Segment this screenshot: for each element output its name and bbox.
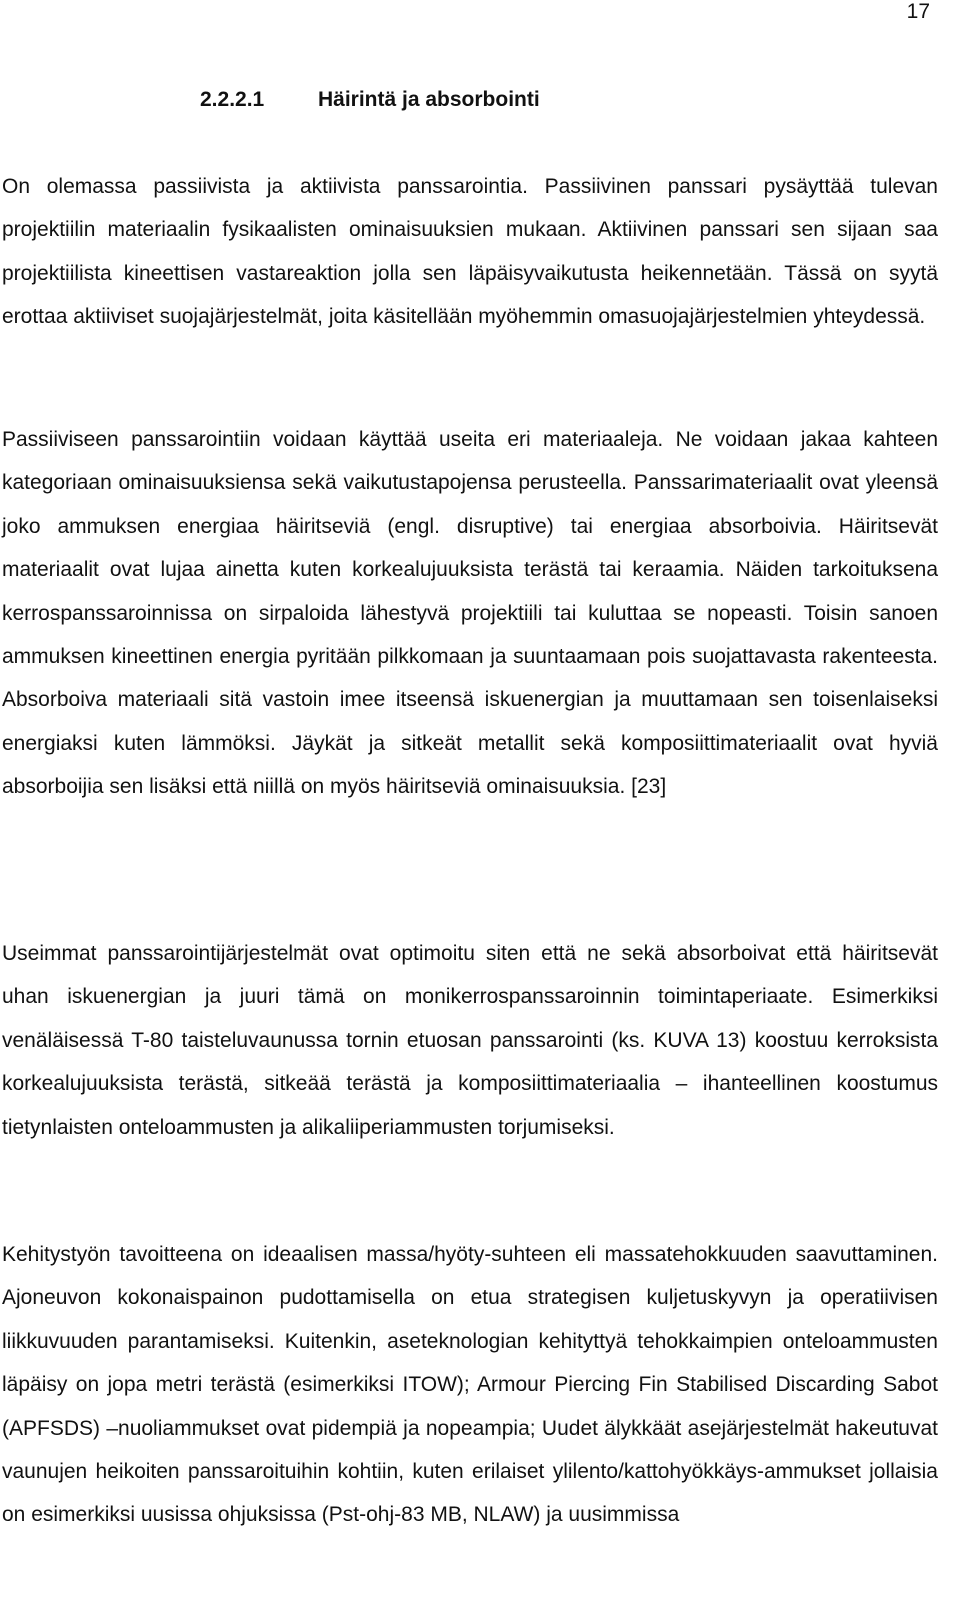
paragraph: Kehitystyön tavoitteena on ideaalisen massa/hyöty-suhteen eli massatehokkuuden saavuttaminen. Ajoneuvon kokonaispainon pudottamisella on etua strategisen kuljetuskyvyn ja operatiivisen liikkuvuuden parantamiseksi. Kuitenkin, aseteknologian kehityttyä tehokkaimpien onteloammusten läpäisy on jopa metri terästä (esimerkiksi ITOW); Armour Piercing Fin Stabilised Discarding Sabot (APFSDS) –nuoliammukset ovat pidempiä ja nopeampia; Uudet älykkäät asejärjestelmät hakeutuvat vaunujen heikoiten panssaroituihin kohtiin, kuten erilaiset ylilento/kattohyökkäys-ammukset jollaisia on esimerkiksi uusissa ohjuksissa (Pst-ohj-83 MB, NLAW) ja uusimmissa: [2, 1243, 938, 1527]
section-heading: [200, 86, 540, 114]
paragraph: Useimmat panssarointijärjestelmät ovat optimoitu siten että ne sekä absorboivat että häiritsevät uhan iskuenergian ja juuri tämä on monikerrospanssaroinnin toimintaperiaate. Esimerkiksi venäläisessä T-80 taisteluvaunussa tornin etuosan panssarointi (ks. KUVA 13) koostuu kerroksista korkealujuuksista terästä, sitkeää terästä ja komposiittimateriaalia – ihanteellinen koostumus tietynlaisten onteloammusten ja alikaliiperiammusten torjumiseksi.: [2, 942, 938, 1139]
paragraph-4-container: [2, 1233, 938, 1537]
section-title: Häirintä ja absorbointi: [318, 88, 540, 111]
paragraph-2-container: [2, 418, 938, 809]
paragraph: On olemassa passiivista ja aktiivista panssarointia. Passiivinen panssari pysäyttää tulevan projektiilin materiaalin fysikaalisten ominaisuuksien mukaan. Aktiivinen panssari sen sijaan saa projektiilista kineettisen vastareaktion jolla sen läpäisyvaikutusta heikennetään. Tässä on syytä erottaa aktiiviset suojajärjestelmät, joita käsitellään myöhemmin omasuojajärjestelmien yhteydessä.: [2, 175, 938, 329]
paragraph-3-container: [2, 932, 938, 1149]
paragraph-1-container: [2, 165, 938, 339]
section-number: 2.2.2.1: [200, 88, 265, 111]
paragraph: Passiiviseen panssarointiin voidaan käyttää useita eri materiaaleja. Ne voidaan jakaa kahteen kategoriaan ominaisuuksiensa sekä vaikutustapojensa perusteella. Panssarimateriaalit ovat yleensä joko ammuksen energiaa häiritseviä (engl. disruptive) tai energiaa absorboivia. Häiritsevät materiaalit ovat lujaa ainetta kuten korkealujuuksista terästä tai keraamia. Näiden tarkoituksena kerrospanssaroinnissa on sirpaloida lähestyvä projektiili tai kuluttaa se nopeasti. Toisin sanoen ammuksen kineettinen energia pyritään pilkkomaan ja suuntaamaan pois suojattavasta rakenteesta. Absorboiva materiaali sitä vastoin imee itseensä iskuenergian ja muuttamaan sen toisenlaiseksi energiaksi kuten lämmöksi. Jäykät ja sitkeät metallit sekä komposiittimateriaalit ovat hyviä absorboijia sen lisäksi että niillä on myös häiritseviä ominaisuuksia. [23]: [2, 428, 938, 799]
page-number: 17: [906, 0, 930, 23]
